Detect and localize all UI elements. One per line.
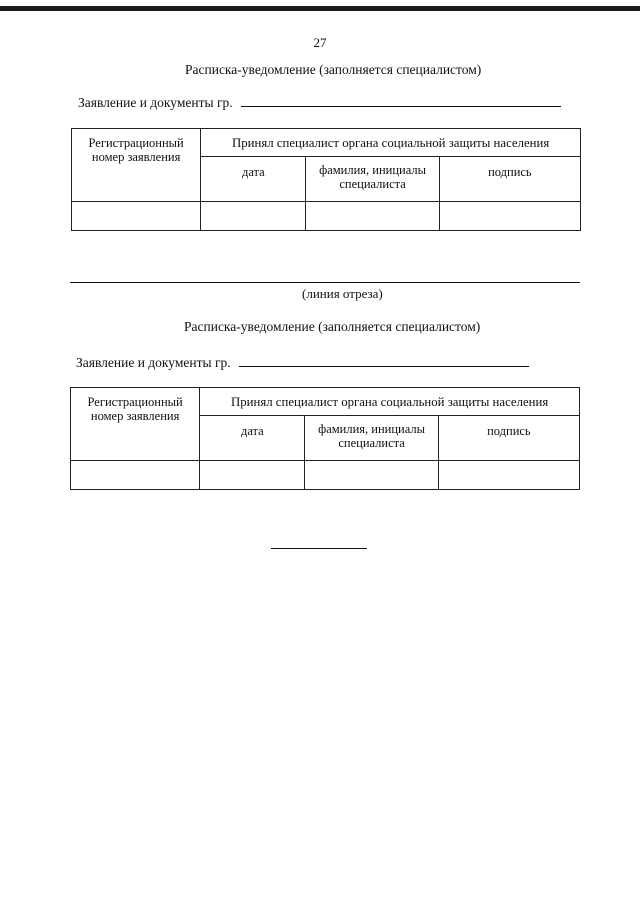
cut-line-label: (линия отреза) [302, 286, 383, 301]
applicant-blank-2[interactable] [239, 354, 529, 367]
header-date-2: дата [200, 416, 305, 461]
cell-date-1[interactable] [201, 202, 306, 231]
cut-line [70, 282, 580, 283]
header-registration-number-2: Регистрационный номер заявления [71, 388, 200, 461]
applicant-label-2: Заявление и документы гр. [76, 355, 231, 370]
header-accepted-by-2: Принял специалист органа социальной защиты населения [200, 388, 580, 416]
page-number: 27 [313, 35, 327, 50]
header-accepted-by-1: Принял специалист органа социальной защиты населения [201, 129, 581, 157]
receipt-table-1 [71, 128, 581, 231]
header-date-1: дата [201, 157, 306, 202]
receipt-title-2: Расписка-уведомление (заполняется специалистом) [184, 319, 481, 334]
applicant-label-1: Заявление и документы гр. [78, 95, 233, 110]
cell-specialist-name-1[interactable] [306, 202, 439, 231]
end-of-document-rule [271, 548, 367, 549]
header-specialist-name-1: фамилия, инициалы специалиста [306, 157, 439, 202]
applicant-line-2 [76, 354, 529, 371]
cell-registration-number-2[interactable] [71, 461, 200, 490]
cell-signature-2[interactable] [438, 461, 579, 490]
applicant-blank-1[interactable] [241, 94, 561, 107]
header-registration-number-1: Регистрационный номер заявления [72, 129, 201, 202]
applicant-line-1 [78, 94, 561, 111]
receipt-table-2 [70, 387, 580, 490]
receipt-title-1: Расписка-уведомление (заполняется специалистом) [185, 62, 482, 77]
cell-date-2[interactable] [200, 461, 305, 490]
cell-registration-number-1[interactable] [72, 202, 201, 231]
cell-specialist-name-2[interactable] [305, 461, 438, 490]
cell-signature-1[interactable] [439, 202, 580, 231]
header-specialist-name-2: фамилия, инициалы специалиста [305, 416, 438, 461]
top-border [0, 6, 640, 11]
header-signature-1: подпись [439, 157, 580, 202]
header-signature-2: подпись [438, 416, 579, 461]
